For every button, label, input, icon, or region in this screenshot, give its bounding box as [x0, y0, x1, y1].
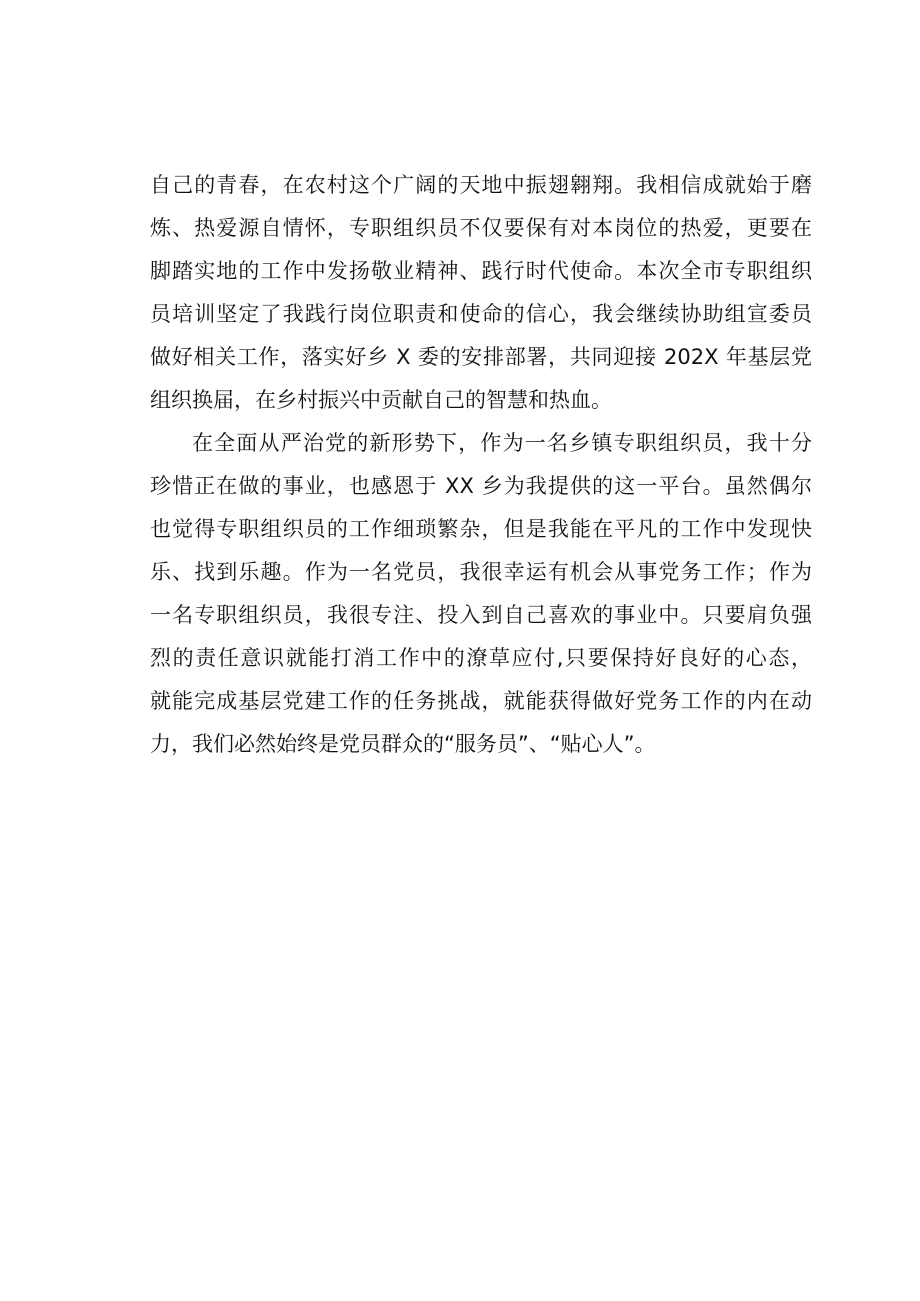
document-page [150, 164, 812, 766]
text-line: 珍惜正在做的事业，也感恩于 XX 乡为我提供的这一平台。虽然偶尔 [150, 474, 812, 498]
text-line: 力，我们必然始终是党员群众的“服务员”、“贴心人”。 [150, 732, 656, 756]
text-line: 就能完成基层党建工作的任务挑战，就能获得做好党务工作的内在动 [150, 689, 812, 713]
text-line: 组织换届，在乡村振兴中贡献自己的智慧和热血。 [150, 388, 612, 412]
text-line: 炼、热爱源自情怀，专职组织员不仅要保有对本岗位的热爱，更要在 [150, 216, 812, 240]
paragraph-1 [150, 164, 812, 422]
text-line: 自己的青春，在农村这个广阔的天地中振翅翱翔。我相信成就始于磨 [150, 173, 812, 197]
text-line: 一名专职组织员，我很专注、投入到自己喜欢的事业中。只要肩负强 [150, 603, 812, 627]
text-line: 也觉得专职组织员的工作细琐繁杂，但是我能在平凡的工作中发现快 [150, 517, 812, 541]
text-line: 员培训坚定了我践行岗位职责和使命的信心，我会继续协助组宣委员 [150, 302, 812, 326]
text-line: 乐、找到乐趣。作为一名党员，我很幸运有机会从事党务工作；作为 [150, 560, 812, 584]
text-line: 做好相关工作，落实好乡 X 委的安排部署，共同迎接 202X 年基层党 [150, 345, 812, 369]
text-line: 脚踏实地的工作中发扬敬业精神、践行时代使命。本次全市专职组织 [150, 259, 812, 283]
text-line: 烈的责任意识就能打消工作中的潦草应付,只要保持好良好的心态， [150, 646, 812, 670]
paragraph-2 [150, 422, 812, 766]
text-line: 在全面从严治党的新形势下，作为一名乡镇专职组织员，我十分 [192, 431, 812, 455]
